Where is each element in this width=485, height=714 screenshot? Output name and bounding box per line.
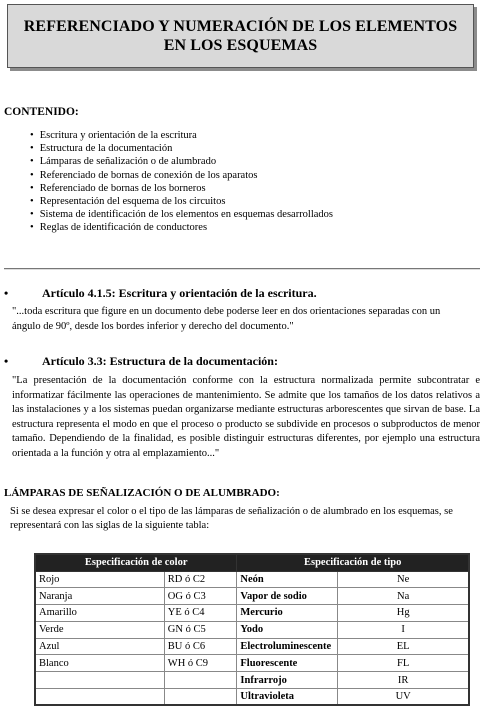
divider — [4, 268, 480, 270]
type-name: Neón — [237, 571, 338, 588]
type-name: Yodo — [237, 621, 338, 638]
color-name: Rojo — [35, 571, 164, 588]
type-code: Hg — [338, 605, 469, 622]
contents-item[interactable]: • Representación del esquema de los circuitos — [30, 195, 333, 208]
type-name: Infrarrojo — [237, 672, 338, 689]
contents-list — [30, 129, 333, 235]
type-code: IR — [338, 672, 469, 689]
contents-heading: CONTENIDO: — [4, 106, 79, 118]
table-row — [35, 571, 469, 588]
color-code: OG ó C3 — [164, 588, 237, 605]
title-box — [7, 4, 474, 68]
table-row — [35, 588, 469, 605]
contents-item[interactable]: • Lámparas de señalización o de alumbrado — [30, 155, 333, 168]
bullet: • — [4, 286, 9, 300]
table-row — [35, 672, 469, 689]
table-row — [35, 638, 469, 655]
type-name: Vapor de sodio — [237, 588, 338, 605]
table-row — [35, 689, 469, 706]
type-name: Electroluminescente — [237, 638, 338, 655]
color-code: RD ó C2 — [164, 571, 237, 588]
article-2-text: "La presentación de la documentación conforme con la estructura normalizada permite subcontratar e informatizar fácilmente las operaciones de mantenimiento. Se admite que los tamaños de los datos relativos a las instalaciones y a los sistemas puedan organizarse mediante estructuras arborescentes que sirvan de base. La estructura representa el modo en que el proceso o producto se subdivide en procesos o subproductos de menor tamaño. Dependiendo de la finalidad, es posible distinguir estructuras diferentes, por ejemplo una estructura orientada a la función y otra al emplazamiento..." — [12, 375, 480, 459]
color-code: BU ó C6 — [164, 638, 237, 655]
contents-item[interactable]: • Referenciado de bornas de conexión de los aparatos — [30, 169, 333, 182]
color-name: Naranja — [35, 588, 164, 605]
article-1-text: "...toda escritura que figure en un documento debe poderse leer en dos orientaciones separadas con un ángulo de 90º, desde los bordes inferior y derecho del documento." — [12, 306, 441, 332]
color-spec-header: Especificación de color — [35, 554, 237, 571]
contents-item[interactable]: • Sistema de identificación de los elementos en esquemas desarrollados — [30, 208, 333, 221]
table-row — [35, 621, 469, 638]
color-code: GN ó C5 — [164, 621, 237, 638]
color-name — [35, 689, 164, 706]
type-code: I — [338, 621, 469, 638]
table-row — [35, 605, 469, 622]
type-spec-header: Especificación de tipo — [237, 554, 469, 571]
contents-item[interactable]: • Escritura y orientación de la escritura — [30, 129, 333, 142]
bullet: • — [4, 354, 9, 368]
color-code: WH ó C9 — [164, 655, 237, 672]
article-2-heading: • Artículo 3.3: Estructura de la documentación: — [4, 354, 278, 368]
lamps-heading: LÁMPARAS DE SEÑALIZACIÓN O DE ALUMBRADO: — [4, 487, 280, 499]
type-code: UV — [338, 689, 469, 706]
table-row — [35, 655, 469, 672]
type-code: Na — [338, 588, 469, 605]
type-name: Mercurio — [237, 605, 338, 622]
color-code — [164, 672, 237, 689]
type-code: EL — [338, 638, 469, 655]
color-name: Verde — [35, 621, 164, 638]
type-name: Fluorescente — [237, 655, 338, 672]
type-name: Ultravioleta — [237, 689, 338, 706]
color-name — [35, 672, 164, 689]
color-name: Amarillo — [35, 605, 164, 622]
article-1-heading: • Artículo 4.1.5: Escritura y orientación de la escritura. — [4, 286, 317, 300]
table-header-row — [35, 554, 469, 571]
color-name: Azul — [35, 638, 164, 655]
lamps-intro: Si se desea expresar el color o el tipo de las lámparas de señalización o de alumbrado en los esquemas, se representará con las siglas de la siguiente tabla: — [10, 506, 453, 531]
color-name: Blanco — [35, 655, 164, 672]
color-code — [164, 689, 237, 706]
page-title: REFERENCIADO Y NUMERACIÓN DE LOS ELEMENTOS EN LOS ESQUEMAS — [23, 18, 458, 54]
contents-item[interactable]: • Estructura de la documentación — [30, 142, 333, 155]
lamp-spec-table — [34, 553, 470, 706]
contents-item[interactable]: • Referenciado de bornas de los borneros — [30, 182, 333, 195]
contents-item[interactable]: • Reglas de identificación de conductores — [30, 221, 333, 234]
color-code: YE ó C4 — [164, 605, 237, 622]
type-code: FL — [338, 655, 469, 672]
type-code: Ne — [338, 571, 469, 588]
